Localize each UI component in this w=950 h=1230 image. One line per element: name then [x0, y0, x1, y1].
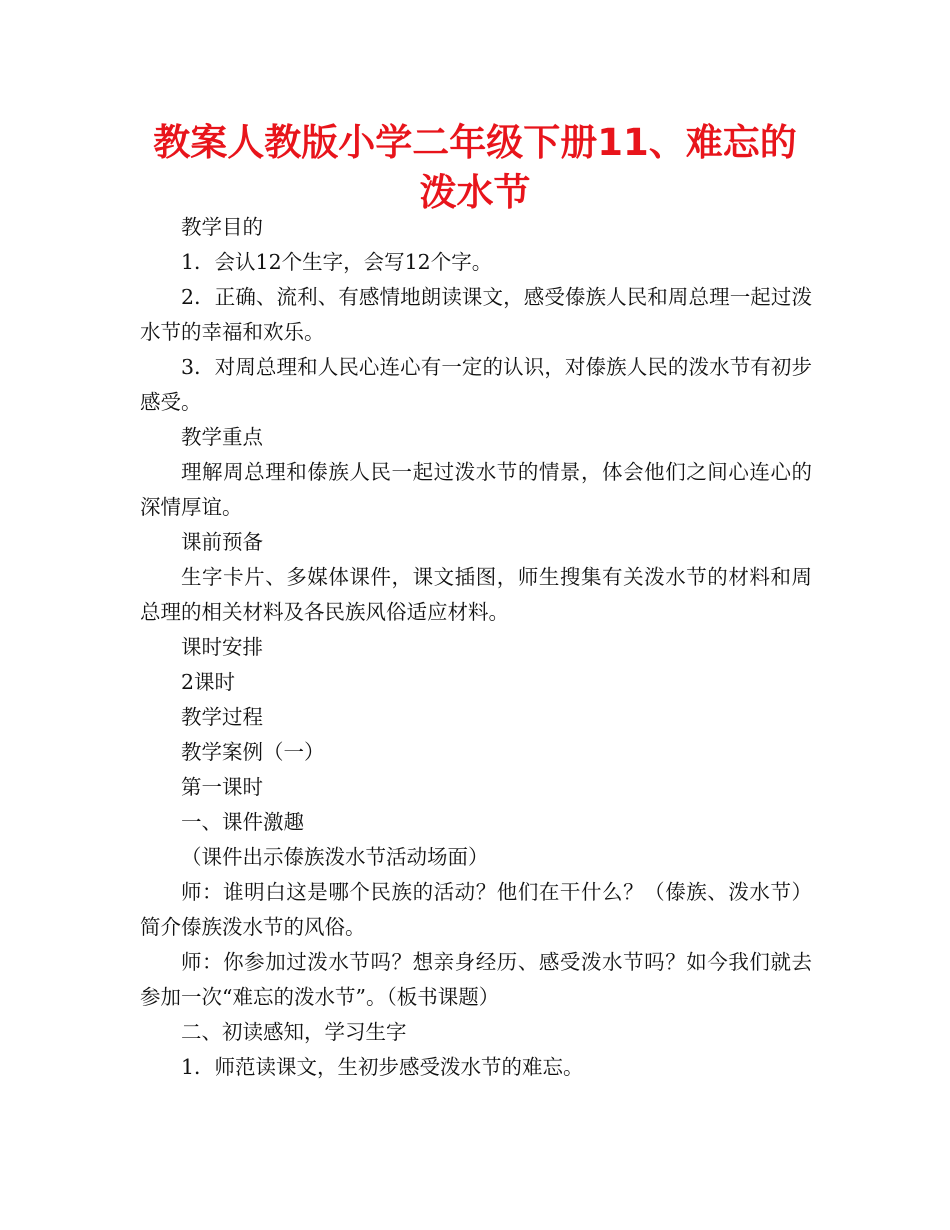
- paragraph: 教学重点: [181, 425, 263, 449]
- paragraph: 教学过程: [181, 705, 263, 729]
- paragraph: 二、初读感知，学习生字: [181, 1020, 407, 1044]
- paragraph: 课时安排: [181, 635, 263, 659]
- paragraph: 生字卡片、多媒体课件，课文插图，师生搜集有关泼水节的材料和周总理的相关材料及各民族风俗适应材料。: [140, 565, 812, 624]
- paragraph: 理解周总理和傣族人民一起过泼水节的情景，体会他们之间心连心的深情厚谊。: [140, 460, 812, 519]
- document-title: 教案人教版小学二年级下册11、难忘的泼水节: [153, 121, 797, 214]
- paragraph: 1．师范读课文，生初步感受泼水节的难忘。: [181, 1055, 584, 1079]
- paragraph: 教学案例（一）: [181, 740, 325, 764]
- paragraph: 课前预备: [181, 530, 263, 554]
- paragraph: 1．会认12个生字，会写12个字。: [181, 250, 493, 274]
- paragraph: （课件出示傣族泼水节活动场面）: [181, 845, 489, 869]
- paragraph: 师：谁明白这是哪个民族的活动？他们在干什么？（傣族、泼水节）简介傣族泼水节的风俗。: [140, 880, 812, 939]
- paragraph: 3．对周总理和人民心连心有一定的认识，对傣族人民的泼水节有初步感受。: [140, 355, 812, 414]
- document-body: [140, 210, 812, 1085]
- paragraph: 师：你参加过泼水节吗？想亲身经历、感受泼水节吗？如今我们就去参加一次“难忘的泼水节”。（板书课题）: [140, 950, 812, 1009]
- paragraph: 2课时: [181, 670, 236, 694]
- paragraph: 一、课件激趣: [181, 810, 304, 834]
- paragraph: 第一课时: [181, 775, 263, 799]
- paragraph: 教学目的: [181, 215, 263, 239]
- paragraph: 2．正确、流利、有感情地朗读课文，感受傣族人民和周总理一起过泼水节的幸福和欢乐。: [140, 285, 812, 344]
